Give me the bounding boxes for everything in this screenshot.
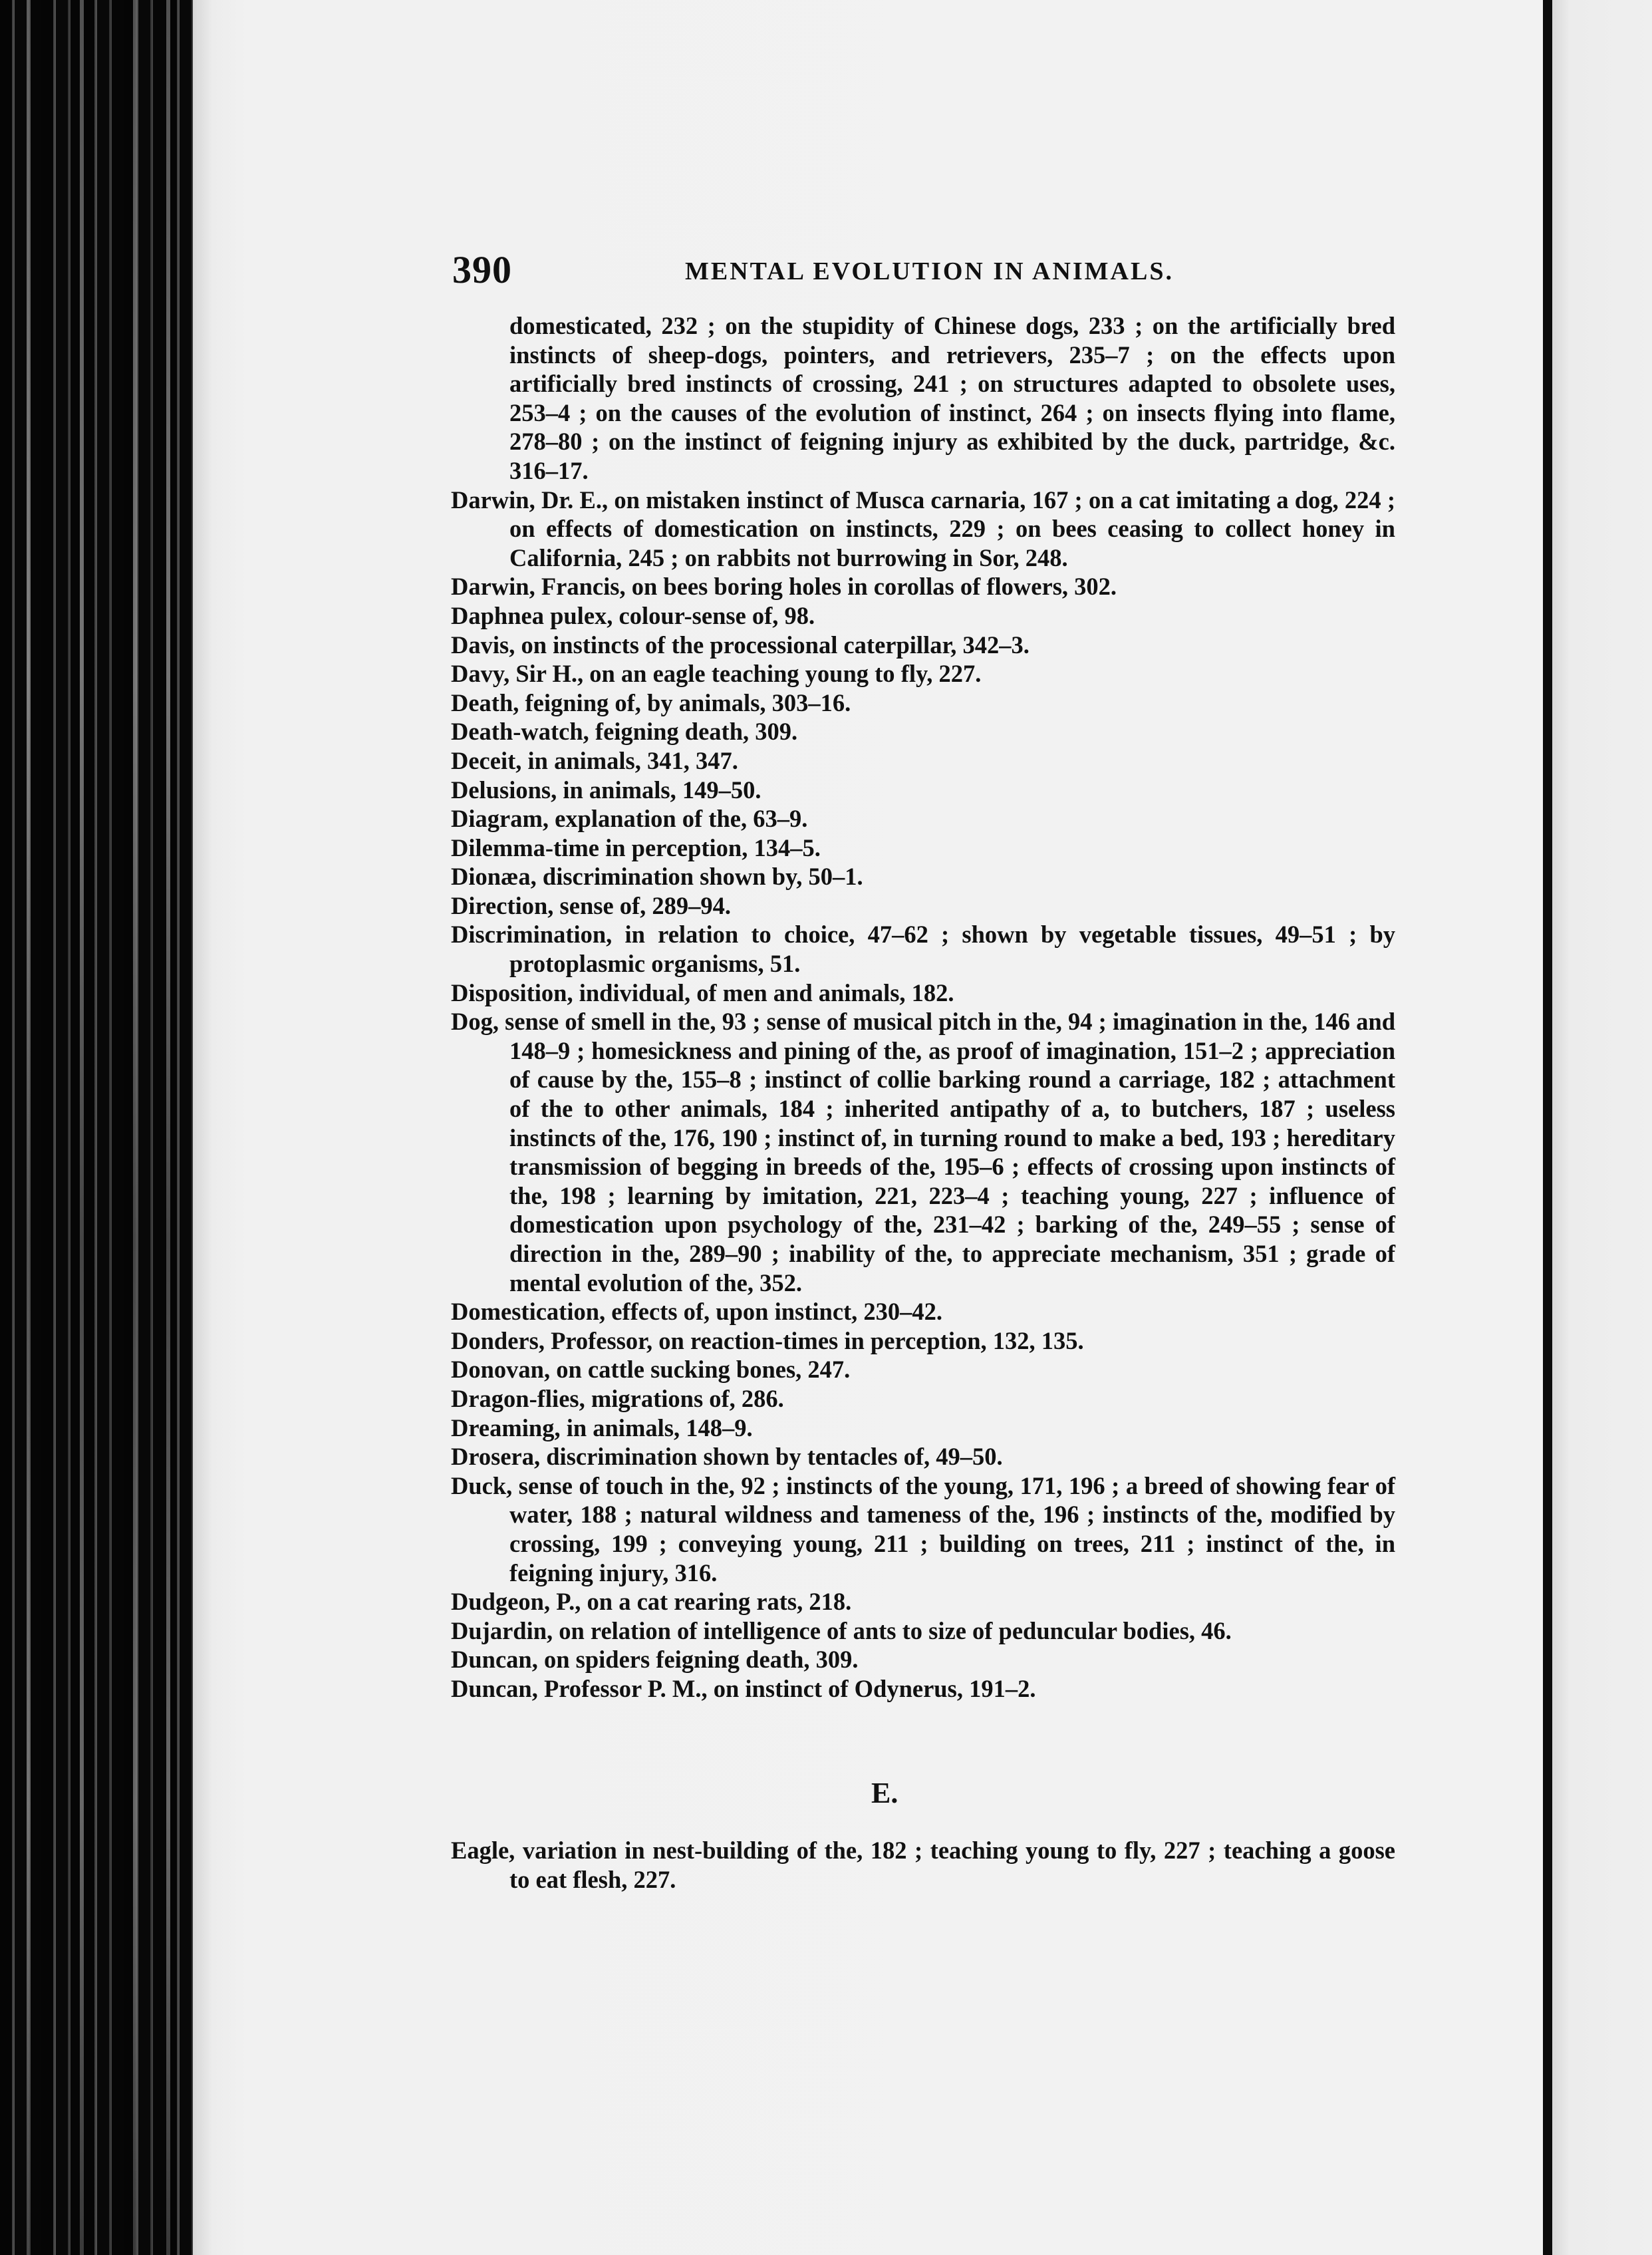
page-edge-streak xyxy=(27,0,31,2255)
index-entry: Dujardin, on relation of intelligence of ants to size of peduncular bodies, 46. xyxy=(451,1616,1232,1644)
index-entry: Davis, on instincts of the processional caterpillar, 342–3. xyxy=(451,631,1030,659)
index-entry: Direction, sense of, 289–94. xyxy=(451,891,732,919)
index-entries-d xyxy=(451,311,1395,1704)
index-entry: Donovan, on cattle sucking bones, 247. xyxy=(451,1356,851,1384)
index-entry: Death, feigning of, by animals, 303–16. xyxy=(451,688,851,716)
index-entry: Donders, Professor, on reaction-times in perception, 132, 135. xyxy=(451,1326,1084,1354)
index-entry: Dudgeon, P., on a cat rearing rats, 218. xyxy=(451,1588,852,1616)
page-edge-streak xyxy=(133,0,137,2255)
page-edge-streak xyxy=(166,0,170,2255)
index-entry: Dionæa, discrimination shown by, 50–1. xyxy=(451,863,863,891)
index-entry: Discrimination, in relation to choice, 47–62 ; shown by vegetable tissues, 49–51 ; by protoplasmic organisms, 51. xyxy=(451,921,1395,978)
index-entry: Darwin, Francis, on bees boring holes in corollas of flowers, 302. xyxy=(451,573,1117,601)
book-binding-edge xyxy=(0,0,193,2255)
index-entry: Davy, Sir H., on an eagle teaching young to fly, 227. xyxy=(451,660,982,688)
index-entry: Deceit, in animals, 341, 347. xyxy=(451,746,738,774)
index-entry: Darwin, Dr. E., on mistaken instinct of Musca carnaria, 167 ; on a cat imitating a dog, 224 ; on effects of domestication on instincts, 229 ; on bees ceasing to collect honey in California, 245 ; on rabbits not burrowing in Sor, 248. xyxy=(451,486,1395,571)
section-heading-e: E. xyxy=(871,1777,898,1809)
page-header xyxy=(452,247,1397,294)
index-entry: Duck, sense of touch in the, 92 ; instincts of the young, 171, 196 ; a breed of showing fear of water, 188 ; natural wildness and tameness of the, 196 ; instincts of the, modified by crossing, 199 ; conveying young, 211 ; building on trees, 211 ; instinct of the, in feigning injury, 316. xyxy=(451,1471,1395,1586)
index-entry: Diagram, explanation of the, 63–9. xyxy=(451,805,808,833)
running-title: MENTAL EVOLUTION IN ANIMALS. xyxy=(685,257,1174,285)
index-entry: Delusions, in animals, 149–50. xyxy=(451,776,761,804)
index-entry: domesticated, 232 ; on the stupidity of Chinese dogs, 233 ; on the artificially bred instincts of sheep-dogs, pointers, and retrievers, 235–7 ; on the effects upon artificially bred instincts of crossing, 241 ; on structures adapted to obsolete uses, 253–4 ; on the causes of the evolution of instinct, 264 ; on insects flying into flame, 278–80 ; on the instinct of feigning injury as exhibited by the duck, partridge, &c. 316–17. xyxy=(509,312,1395,484)
index-entry: Dilemma-time in perception, 134–5. xyxy=(451,833,821,861)
index-entries-e xyxy=(451,1836,1395,1894)
index-entry: Death-watch, feigning death, 309. xyxy=(451,718,798,746)
index-entry: Eagle, variation in nest-building of the, 182 ; teaching young to fly, 227 ; teaching a goose to eat flesh, 227. xyxy=(451,1837,1395,1893)
page-number: 390 xyxy=(452,248,512,291)
index-entry: Domestication, effects of, upon instinct, 230–42. xyxy=(451,1298,943,1326)
index-entry: Duncan, on spiders feigning death, 309. xyxy=(451,1646,859,1674)
index-entry: Dreaming, in animals, 148–9. xyxy=(451,1414,753,1441)
index-entry: Daphnea pulex, colour-sense of, 98. xyxy=(451,601,815,629)
page-edge-streak xyxy=(80,0,84,2255)
index-entry: Drosera, discrimination shown by tentacles of, 49–50. xyxy=(451,1443,1003,1471)
index-entry: Disposition, individual, of men and animals, 182. xyxy=(451,978,954,1006)
facing-page-edge xyxy=(1543,0,1652,2255)
index-entry: Duncan, Professor P. M., on instinct of Odynerus, 191–2. xyxy=(451,1674,1036,1702)
index-entry: Dog, sense of smell in the, 93 ; sense of musical pitch in the, 94 ; imagination in the, 146 and 148–9 ; homesickness and pining of the, as proof of imagination, 151–2 ; appreciation of cause by the, 155–8 ; instinct of collie barking round a carriage, 182 ; attachment of the to other animals, 184 ; inherited antipathy of a, to butchers, 187 ; useless instincts of the, 176, 190 ; instinct of, in turning round to make a bed, 193 ; hereditary transmission of begging in breeds of the, 195–6 ; effects of crossing upon instincts of the, 198 ; learning by imitation, 221, 223–4 ; teaching young, 227 ; influence of domestication upon psychology of the, 231–42 ; barking of the, 249–55 ; sense of direction in the, 289–90 ; inability of the, to appreciate mechanism, 351 ; grade of mental evolution of the, 352. xyxy=(451,1008,1395,1296)
index-entry: Dragon-flies, migrations of, 286. xyxy=(451,1384,784,1412)
